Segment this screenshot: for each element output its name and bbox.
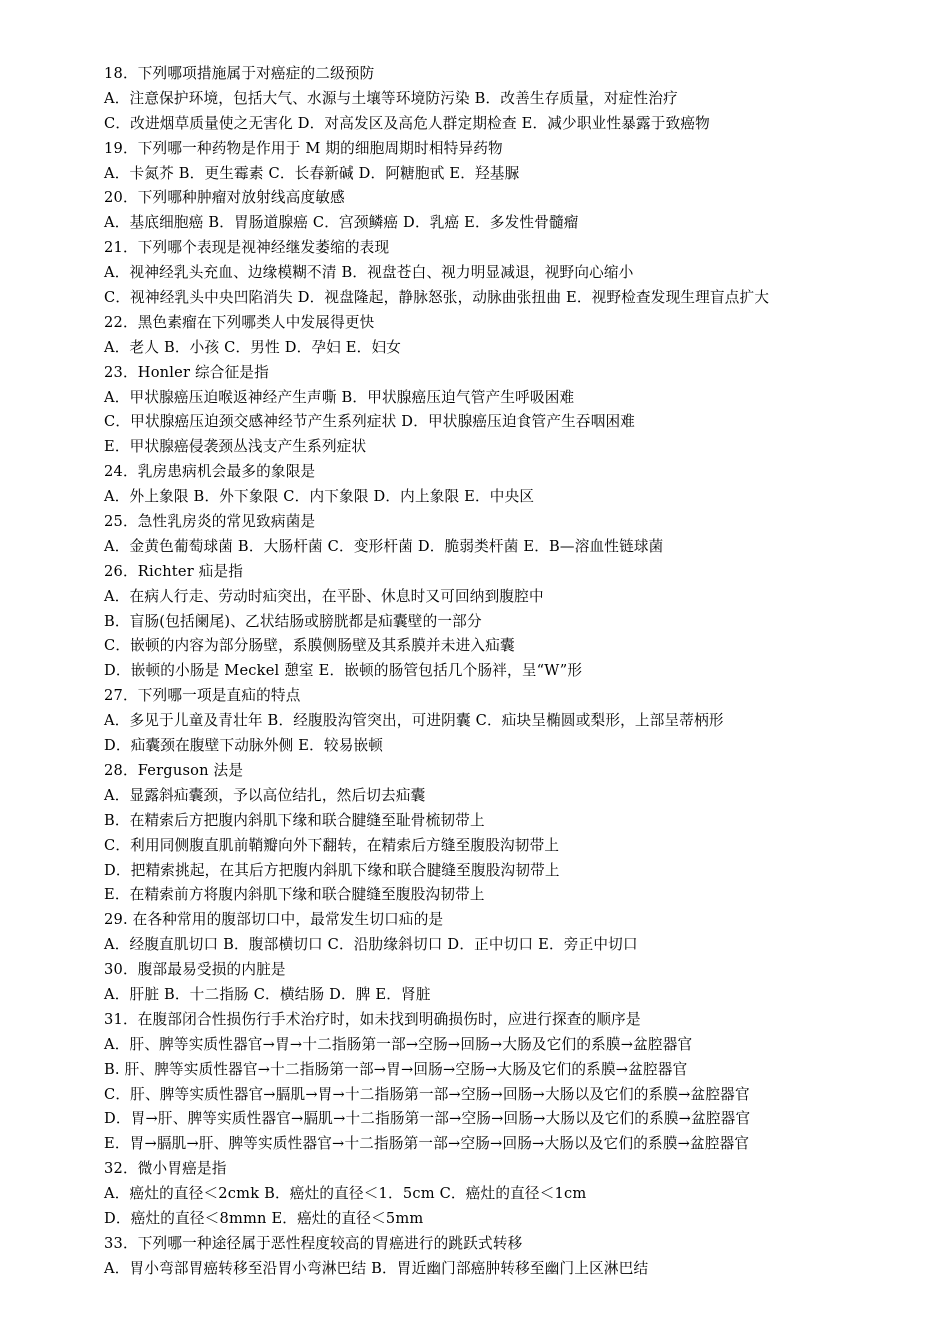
text-line: A．注意保护环境，包括大气、水源与土壤等环境防污染 B．改善生存质量，对症性治疗 <box>104 89 678 107</box>
text-line: 32．微小胃癌是指 <box>104 1160 227 1178</box>
text-line: 29. 在各种常用的腹部切口中，最常发生切口疝的是 <box>104 911 444 929</box>
text-line: A．胃小弯部胃癌转移至沿胃小弯淋巴结 B．胃近幽门部癌肿转移至幽门上区淋巴结 <box>104 1259 649 1277</box>
text-line: A．基底细胞癌 B．胃肠道腺癌 C．宫颈鳞癌 D．乳癌 E．多发性骨髓瘤 <box>104 214 579 232</box>
document-page <box>104 62 924 1282</box>
text-line: C．嵌顿的内容为部分肠壁，系膜侧肠壁及其系膜并未进入疝囊 <box>104 637 515 655</box>
text-line: B. 肝、脾等实质性器官→十二指肠第一部→胃→回肠→空肠→大肠及它们的系膜→盆腔器官 <box>104 1060 688 1078</box>
text-line: C．改进烟草质量使之无害化 D．对高发区及高危人群定期检查 E．减少职业性暴露于致癌物 <box>104 114 710 132</box>
text-line: 19．下列哪一种药物是作用于 M 期的细胞周期时相特异药物 <box>104 139 503 157</box>
text-line: A．视神经乳头充血、边缘模糊不清 B．视盘苍白、视力明显减退，视野向心缩小 <box>104 264 634 282</box>
text-line: 28．Ferguson 法是 <box>104 761 244 779</box>
text-line: A．外上象限 B．外下象限 C．内下象限 D．内上象限 E．中央区 <box>104 488 535 506</box>
text-line: E．甲状腺癌侵袭颈丛浅支产生系列症状 <box>104 438 367 456</box>
text-line: 22．黑色素瘤在下列哪类人中发展得更快 <box>104 313 375 331</box>
text-line: A．肝脏 B．十二指肠 C．横结肠 D．脾 E．肾脏 <box>104 985 431 1003</box>
text-line: C．视神经乳头中央凹陷消失 D．视盘隆起，静脉怒张，动脉曲张扭曲 E．视野检查发现生理盲点扩大 <box>104 289 770 307</box>
text-line: 21．下列哪个表现是视神经继发萎缩的表现 <box>104 239 390 257</box>
text-line: A．甲状腺癌压迫喉返神经产生声嘶 B．甲状腺癌压迫气管产生呼吸困难 <box>104 388 575 406</box>
text-line: A．经腹直肌切口 B．腹部横切口 C．沿肋缘斜切口 D．正中切口 E．旁正中切口 <box>104 936 638 954</box>
text-line: D．胃→肝、脾等实质性器官→膈肌→十二指肠第一部→空肠→回肠→大肠以及它们的系膜→盆腔器官 <box>104 1110 751 1128</box>
text-line: 27．下列哪一项是直疝的特点 <box>104 687 301 705</box>
text-line: A．金黄色葡萄球菌 B．大肠杆菌 C．变形杆菌 D．脆弱类杆菌 E．B—溶血性链球菌 <box>104 537 664 555</box>
text-line: 30．腹部最易受损的内脏是 <box>104 961 286 979</box>
text-line: A．在病人行走、劳动时疝突出，在平卧、休息时又可回纳到腹腔中 <box>104 587 544 605</box>
text-line: A．癌灶的直径＜2cmk B．癌灶的直径＜1．5cm C．癌灶的直径＜1cm <box>104 1185 587 1203</box>
text-line: 20．下列哪种肿瘤对放射线高度敏感 <box>104 189 345 207</box>
text-line: A．显露斜疝囊颈，予以高位结扎，然后切去疝囊 <box>104 786 426 804</box>
text-line: 24．乳房患病机会最多的象限是 <box>104 463 316 481</box>
text-line: B．在精索后方把腹内斜肌下缘和联合腱缝至耻骨梳韧带上 <box>104 811 485 829</box>
text-line: E．在精索前方将腹内斜肌下缘和联合腱缝至腹股沟韧带上 <box>104 886 485 904</box>
text-line: D．疝囊颈在腹壁下动脉外侧 E．较易嵌顿 <box>104 737 384 755</box>
text-line: A．卡氮芥 B．更生霉素 C．长春新碱 D．阿糖胞甙 E．羟基脲 <box>104 164 520 182</box>
text-line: 33．下列哪一种途径属于恶性程度较高的胃癌进行的跳跃式转移 <box>104 1234 523 1252</box>
text-line: E．胃→膈肌→肝、脾等实质性器官→十二指肠第一部→空肠→回肠→大肠以及它们的系膜→盆腔器官 <box>104 1135 750 1153</box>
text-line: D．癌灶的直径＜8mmn E．癌灶的直径＜5mm <box>104 1209 424 1227</box>
text-line: 31．在腹部闭合性损伤行手术治疗时，如未找到明确损伤时，应进行探查的顺序是 <box>104 1010 641 1028</box>
text-line: 23．Honler 综合征是指 <box>104 363 269 381</box>
text-line: A．多见于儿童及青壮年 B．经腹股沟管突出，可进阴囊 C．疝块呈椭圆或梨形，上部呈蒂柄形 <box>104 712 724 730</box>
text-line: C．肝、脾等实质性器官→膈肌→胃→十二指肠第一部→空肠→回肠→大肠以及它们的系膜→盆腔器官 <box>104 1085 750 1103</box>
text-line: A．肝、脾等实质性器官→胃→十二指肠第一部→空肠→回肠→大肠及它们的系膜→盆腔器官 <box>104 1035 693 1053</box>
text-line: D．嵌顿的小肠是 Meckel 憩室 E．嵌顿的肠管包括几个肠袢，呈“W”形 <box>104 662 583 680</box>
text-line: 18．下列哪项措施属于对癌症的二级预防 <box>104 65 375 82</box>
text-line: 25．急性乳房炎的常见致病菌是 <box>104 513 316 531</box>
text-line: C．利用同侧腹直肌前鞘瓣向外下翻转，在精索后方缝至腹股沟韧带上 <box>104 836 560 854</box>
text-line: C．甲状腺癌压迫颈交感神经节产生系列症状 D．甲状腺癌压迫食管产生吞咽困难 <box>104 413 636 431</box>
text-line: 26．Richter 疝是指 <box>104 562 244 580</box>
text-line: D．把精索挑起，在其后方把腹内斜肌下缘和联合腱缝至腹股沟韧带上 <box>104 861 560 879</box>
text-line: A．老人 B．小孩 C．男性 D．孕妇 E．妇女 <box>104 338 402 356</box>
text-line: B．盲肠(包括阑尾)、乙状结肠或膀胱都是疝囊壁的一部分 <box>104 612 482 630</box>
